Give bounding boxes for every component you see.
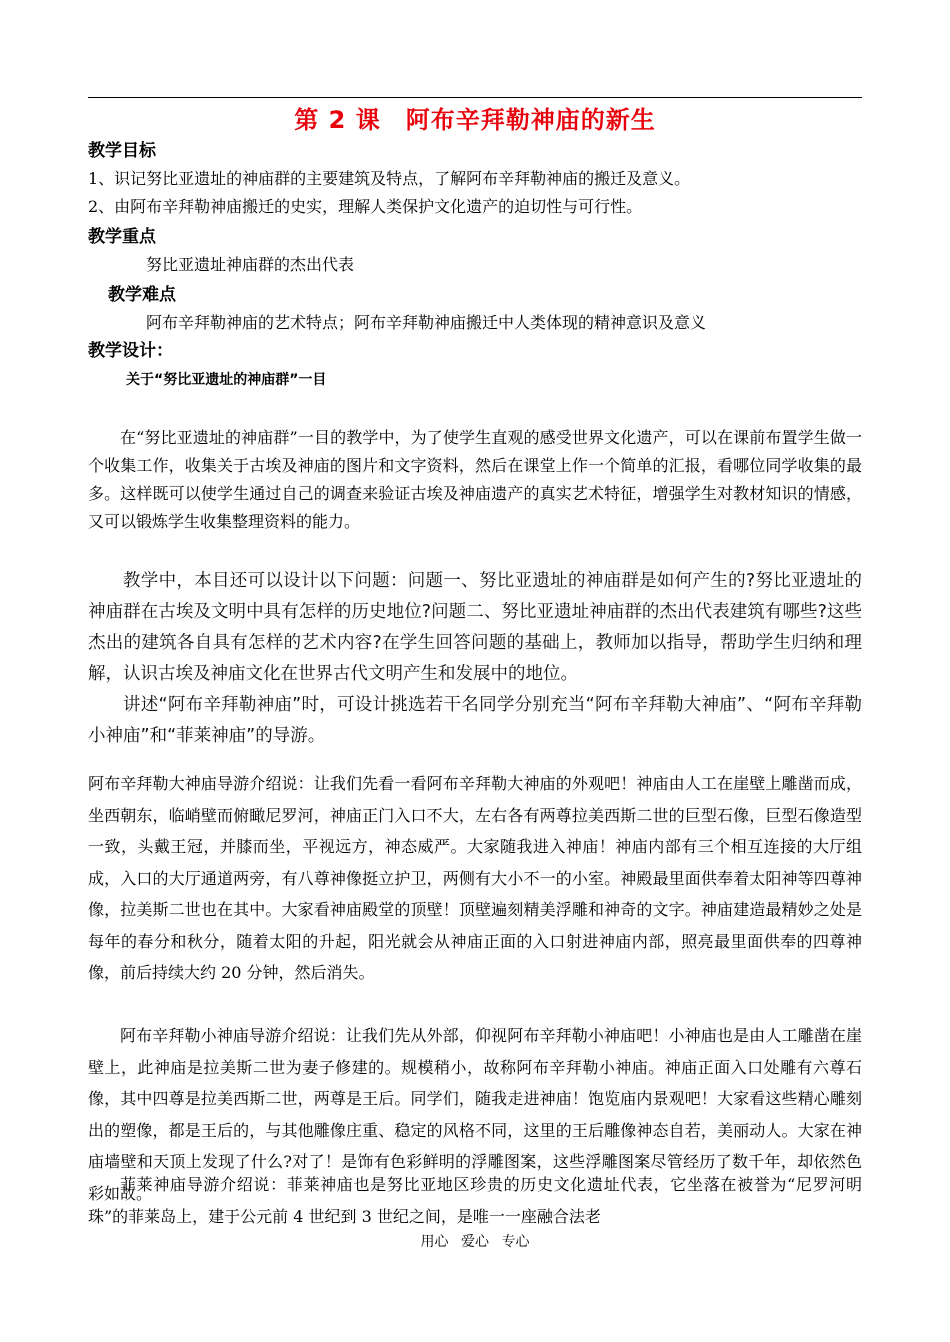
design-subheading: 关于“努比亚遗址的神庙群”一目 xyxy=(126,372,327,388)
header-rule xyxy=(88,97,862,98)
key-points-text: 努比亚遗址神庙群的杰出代表 xyxy=(146,255,355,274)
difficulties-heading: 教学难点 xyxy=(108,285,176,305)
design-paragraph-3: 讲述“阿布辛拜勒神庙”时，可设计挑选若干名同学分别充当“阿布辛拜勒大神庙”、“阿布辛拜勒小神庙”和“菲莱神庙”的导游。 xyxy=(88,695,862,746)
great-temple-guide: 阿布辛拜勒大神庙导游介绍说：让我们先看一看阿布辛拜勒大神庙的外观吧！神庙由人工在崖壁上雕凿而成，坐西朝东，临峭壁而俯瞰尼罗河，神庙正门入口不大，左右各有两尊拉美西斯二世的巨型石像，巨型石像造型一致，头戴王冠，并膝而坐，平视远方，神态威严。大家随我进入神庙！神庙内部有三个相互连接的大厅组成，入口的大厅通道两旁，有八尊神像挺立护卫，两侧有大小不一的小室。神殿最里面供奉着太阳神等四尊神像，拉美斯二世也在其中。大家看神庙殿堂的顶壁！顶壁遍刻精美浮雕和神奇的文字。神庙建造最精妙之处是每年的春分和秋分，随着太阳的升起，阳光就会从神庙正面的入口射进神庙内部，照亮最里面供奉的四尊神像，前后持续大约 20 分钟，然后消失。 xyxy=(88,774,862,982)
philae-temple-guide: 菲莱神庙导游介绍说：菲莱神庙也是努比亚地区珍贵的历史文化遗址代表，它坐落在被誉为“尼罗河明珠”的菲莱岛上，建于公元前 4 世纪到 3 世纪之间，是唯一一座融合法老 xyxy=(88,1175,862,1226)
design-paragraph-2: 教学中，本目还可以设计以下问题：问题一、努比亚遗址的神庙群是如何产生的?努比亚遗址的神庙群在古埃及文明中具有怎样的历史地位?问题二、努比亚遗址神庙群的杰出代表建筑有哪些?这些杰出的建筑各自具有怎样的艺术内容?在学生回答问题的基础上，教师加以指导，帮助学生归纳和理解，认识古埃及神庙文化在世界古代文明产生和发展中的地位。 xyxy=(88,571,862,684)
design-heading: 教学设计： xyxy=(88,341,173,361)
key-points-heading: 教学重点 xyxy=(88,227,156,247)
page-footer: 用心 爱心 专心 xyxy=(420,1234,530,1250)
design-paragraph-1: 在“努比亚遗址的神庙群”一目的教学中，为了使学生直观的感受世界文化遗产，可以在课前布置学生做一个收集工作，收集关于古埃及神庙的图片和文字资料，然后在课堂上作一个简单的汇报，看哪位同学收集的最多。这样既可以使学生通过自己的调查来验证古埃及神庙遗产的真实艺术特征，增强学生对教材知识的情感，又可以锻炼学生收集整理资料的能力。 xyxy=(88,428,862,531)
objectives-heading: 教学目标 xyxy=(88,141,156,161)
objective-item-2: 2、由阿布辛拜勒神庙搬迁的史实，理解人类保护文化遗产的迫切性与可行性。 xyxy=(88,197,643,216)
difficulties-text: 阿布辛拜勒神庙的艺术特点；阿布辛拜勒神庙搬迁中人类体现的精神意识及意义 xyxy=(146,313,707,332)
objective-item-1: 1、识记努比亚遗址的神庙群的主要建筑及特点，了解阿布辛拜勒神庙的搬迁及意义。 xyxy=(88,169,691,188)
lesson-title: 第 2 课 阿布辛拜勒神庙的新生 xyxy=(294,106,656,134)
small-temple-guide: 阿布辛拜勒小神庙导游介绍说：让我们先从外部，仰视阿布辛拜勒小神庙吧！小神庙也是由人工雕凿在崖壁上，此神庙是拉美斯二世为妻子修建的。规模稍小，故称阿布辛拜勒小神庙。神庙正面入口处雕有六尊石像，其中四尊是拉美西斯二世，两尊是王后。同学们，随我走进神庙！饱览庙内景观吧！大家看这些精心雕刻出的塑像，都是王后的，与其他雕像庄重、稳定的风格不同，这里的王后雕像神态自若，美丽动人。大家在神庙墙壁和天顶上发现了什么?对了！是饰有色彩鲜明的浮雕图案，这些浮雕图案尽管经历了数千年，却依然色彩如故。 xyxy=(88,1026,862,1203)
